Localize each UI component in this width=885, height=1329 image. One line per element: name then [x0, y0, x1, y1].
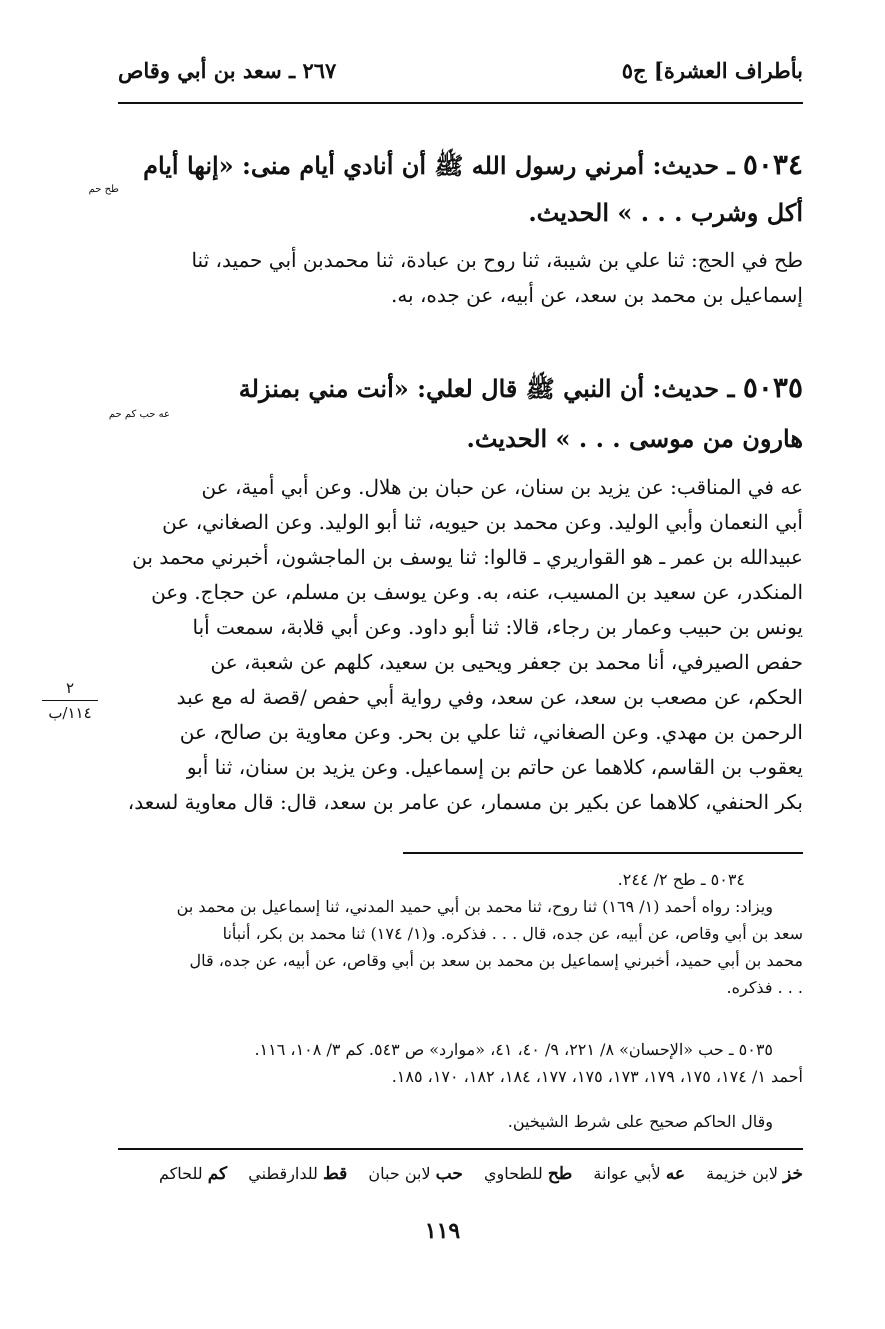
hadith-number: ٥٠٣٤ [742, 148, 803, 181]
abbr-name: للحاكم [159, 1164, 203, 1183]
margin-folio-note [42, 678, 98, 723]
hadith-heading-text: ـ حديث: أن النبي ﷺ قال لعلي: «أنت مني بمنزلة [238, 374, 735, 403]
text-line: أبي النعمان وأبي الوليد. وعن محمد بن حيويه، ثنا أبو الوليد. وعن الصغاني، عن [162, 510, 803, 534]
abbr-item [248, 1164, 347, 1183]
footnote-line: سعد بن أبي وقاص، عن أبيه، عن جده، قال . . . فذكره. و(١/ ١٧٤) ثنا محمد بن بكر، أنبأنا [222, 924, 803, 943]
abbr-code: كم [207, 1164, 228, 1184]
hadith-5034-text [113, 243, 803, 313]
abbr-item [593, 1164, 685, 1183]
hadith-5035-heading [115, 373, 803, 404]
running-header [118, 58, 803, 94]
footnote-separator [403, 852, 803, 854]
footnote-line: أحمد ١/ ١٧٤، ١٧٥، ١٧٩، ١٧٣، ١٧٥، ١٧٧، ١٨٤، ١٨٢، ١٧٠، ١٨٥. [391, 1067, 803, 1086]
text-line: الرحمن بن مهدي. وعن الصغاني، ثنا علي بن بحر. وعن معاوية بن صالح، عن [179, 720, 803, 744]
hadith-5034-sigla: طح حم [88, 184, 119, 195]
text-line: الحكم، عن مصعب بن سعد، عن سعد، وفي رواية أبي حفص /قصة له مع عبد [176, 685, 803, 709]
text-line: يعقوب بن القاسم، كلاهما عن حاتم بن إسماعيل. وعن يزيد بن سنان، ثنا أبو [186, 755, 803, 779]
text-line: عه في المناقب: عن يزيد بن سنان، عن حبان بن هلال. وعن أبي أمية، عن [201, 475, 803, 499]
text-line: طح في الحج: ثنا علي بن شيبة، ثنا روح بن عبادة، ثنا محمدبن أبي حميد، ثنا [191, 248, 803, 272]
footnote-5034 [103, 866, 803, 1001]
text-line: المنكدر، عن سعيد بن المسيب، عنه، به. وعن يوسف بن مسلم، عن حجاج. وعن [151, 580, 803, 604]
header-chapter-title: ٢٦٧ ـ سعد بن أبي وقاص [118, 58, 337, 83]
margin-note-bar [42, 700, 98, 701]
abbr-name: لأبي عوانة [593, 1164, 661, 1183]
abbreviations-rule [118, 1148, 803, 1150]
abbr-name: لابن حبان [368, 1164, 431, 1183]
abbr-name: للطحاوي [483, 1164, 543, 1183]
footnote-line: ٥٠٣٥ ـ حب «الإحسان» ٨/ ٢٢١، ٩/ ٤٠، ٤١، «موارد» ص ٥٤٣. كم ٣/ ١٠٨، ١١٦. [254, 1040, 773, 1059]
hadith-5034-heading [115, 150, 803, 181]
abbr-name: للدارقطني [248, 1164, 318, 1183]
footnote-line: ويزاد: رواه أحمد (١/ ١٦٩) ثنا روح، ثنا محمد بن أبي حميد المدني، ثنا إسماعيل بن محمد بن [176, 897, 773, 916]
abbr-code: قط [323, 1164, 348, 1184]
page-number: ١١٩ [424, 1218, 461, 1244]
text-line: حفص الصيرفي، أنا محمد بن جعفر ويحيى بن سعيد، كلهم عن شعبة، عن [210, 650, 803, 674]
text-line: عبيدالله بن عمر ـ هو القواريري ـ قالوا: ثنا يوسف بن الماجشون، أخبرني محمد بن [132, 545, 803, 569]
text-line: بكر الحنفي، كلاهما عن بكير بن مسمار، عن عامر بن سعد، قال: قال معاوية لسعد، [127, 790, 803, 814]
hadith-5035-heading-end: هارون من موسى . . . » الحديث. [466, 424, 803, 453]
text-line: إسماعيل بن محمد بن سعد، عن أبيه، عن جده، به. [390, 283, 803, 307]
header-rule [118, 102, 803, 104]
abbr-code: طح [547, 1164, 573, 1184]
margin-note-top: ٢ [65, 679, 75, 697]
hadith-5034-heading-end: أكل وشرب . . . » الحديث. [528, 198, 803, 227]
abbr-name: لابن خزيمة [706, 1164, 779, 1183]
footnote-line: ٥٠٣٤ ـ طح ٢/ ٢٤٤. [617, 870, 745, 889]
footnote-5035 [103, 1036, 803, 1090]
header-book-title: بأطراف العشرة] ج٥ [621, 58, 803, 83]
footnote-line: محمد بن أبي حميد، أخبرني إسماعيل بن محمد بن سعد بن أبي وقاص، عن أبيه، عن جده، قال [189, 951, 803, 970]
abbr-item [484, 1164, 572, 1183]
hadith-number: ٥٠٣٥ [742, 371, 803, 404]
abbr-code: عه [665, 1164, 686, 1184]
abbr-item [368, 1164, 462, 1183]
footnote-line: وقال الحاكم صحيح على شرط الشيخين. [507, 1112, 773, 1131]
abbreviations-key [143, 1162, 803, 1186]
hadith-5035-sigla: عه حب كم حم [108, 409, 170, 420]
hadith-heading-text: ـ حديث: أمرني رسول الله ﷺ أن أنادي أيام منى: «إنها أيام [143, 151, 735, 180]
abbr-item [706, 1164, 803, 1183]
hadith-5035-text [113, 470, 803, 820]
footnote-line: . . . فذكره. [726, 978, 803, 997]
abbr-item [159, 1164, 227, 1183]
abbr-code: حب [435, 1164, 463, 1184]
footnote-hakim [103, 1108, 803, 1135]
margin-note-bottom: ١١٤/ب [48, 704, 92, 722]
abbr-code: خز [783, 1164, 803, 1184]
text-line: يونس بن حبيب وعمار بن رجاء، قالا: ثنا أبو داود. وعن أبي قلابة، سمعت أبا [192, 615, 803, 639]
